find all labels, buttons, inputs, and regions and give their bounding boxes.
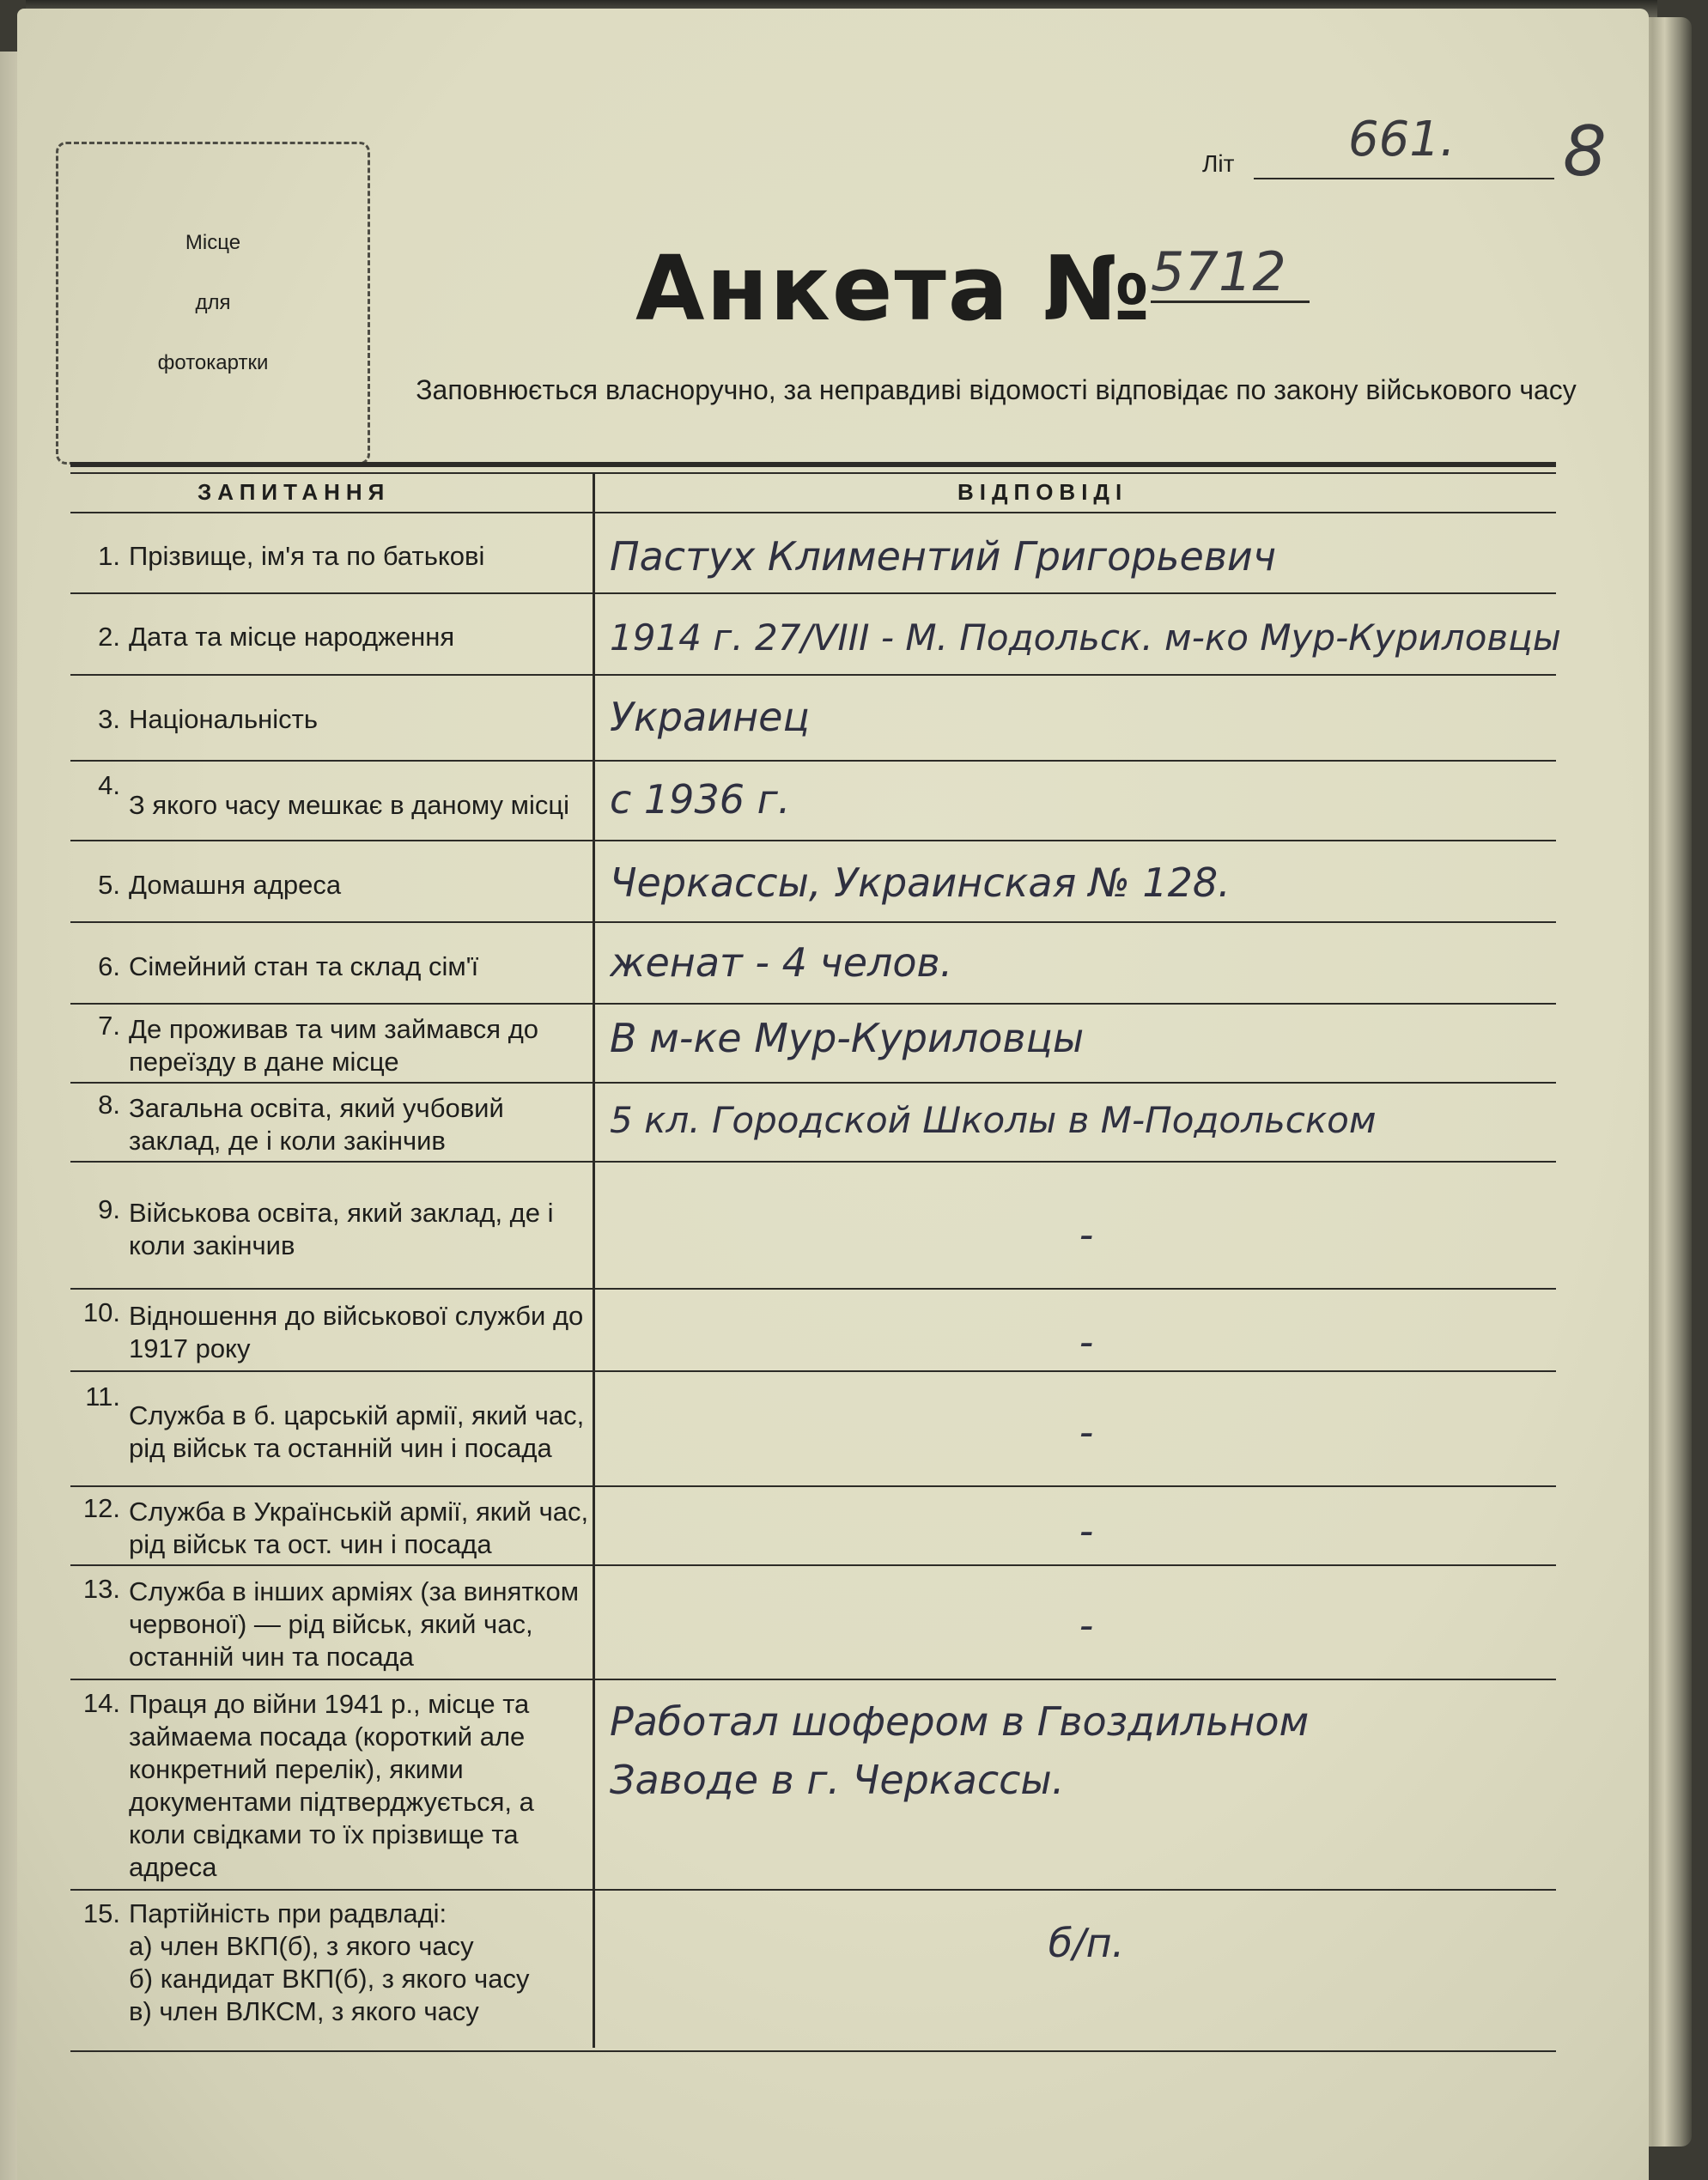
answer-previous-residence: В м-ке Мур-Куриловцы [610,1015,1085,1061]
answer-tsarist-army-service: - [1079,1409,1094,1455]
question-text: Праця до війни 1941 р., місце та займаема посада (короткий але конкретний перелік), якими документами підтверджується, а коли свідками то їх прізвище та адреса [129,1689,534,1882]
answer-residence-since: с 1936 г. [610,776,791,823]
answer-other-army-service: - [1079,1602,1094,1649]
question-number: 15. [82,1898,120,1928]
answer-nationality: Украинец [610,694,810,740]
folio-number: 8 [1563,112,1607,191]
row-rule [70,1679,1556,1680]
row-rule [70,1370,1556,1372]
question-text: Національність [129,704,318,734]
party-membership-label: Партійність при радвладі: [129,1898,447,1928]
question-text: Сімейний стан та склад сім'ї [129,951,479,981]
party-option-c: в) член ВЛКСМ, з якого часу [129,1996,479,2026]
questionnaire-page [17,9,1649,2180]
row-rule [70,1161,1556,1163]
question-number: 8. [98,1090,120,1120]
question-number: 2. [98,622,120,652]
table-top-rule-thin [70,472,1556,474]
question-text: Військова освіта, який заклад, де і коли закінчив [129,1198,554,1260]
row-rule [70,760,1556,762]
answer-military-education: - [1079,1211,1094,1258]
questions-header: ЗАПИТАННЯ [198,479,391,505]
question-number: 5. [98,870,120,900]
question-number: 4. [98,770,120,800]
party-option-a: а) член ВКП(б), з якого часу [129,1931,474,1961]
question-row-8 [77,1089,593,1161]
header-rule [70,512,1556,513]
sheet-number-label: Літ [1202,150,1235,177]
row-rule [70,921,1556,923]
answer-family-status: женат - 4 челов. [610,939,953,986]
question-row-3 [77,687,593,752]
row-rule [70,674,1556,676]
question-number: 11. [85,1381,120,1412]
question-text: Відношення до військової служби до 1917 року [129,1301,584,1363]
table-top-rule [70,462,1556,467]
question-text: Прізвище, ім'я та по батькові [129,541,485,571]
question-row-13 [77,1573,593,1676]
row-rule [70,1889,1556,1891]
sheet-number-field [1202,112,1554,185]
question-number: 6. [98,951,120,981]
row-rule [70,840,1556,841]
row-rule [70,1564,1556,1566]
question-number: 3. [98,704,120,734]
question-text: Служба в Українській армії, який час, рід військ та ост. чин і посада [129,1497,589,1559]
question-row-9 [77,1193,593,1266]
row-rule [70,1485,1556,1487]
question-number: 10. [82,1297,120,1327]
row-rule [70,1082,1556,1084]
questionnaire-number: 5712 [1151,240,1310,303]
question-number: 1. [98,541,120,571]
sheet-number-value: 661. [1348,112,1456,167]
question-number: 14. [82,1688,120,1718]
question-row-1 [77,524,593,589]
question-number: 12. [82,1493,120,1523]
question-text: Дата та місце народження [129,622,455,652]
question-row-11 [77,1381,593,1484]
answer-party-membership: б/п. [1048,1920,1125,1966]
question-row-5 [77,850,593,920]
question-number: 7. [98,1011,120,1041]
party-option-b: б) кандидат ВКП(б), з якого часу [129,1964,530,1994]
question-row-15 [77,1898,593,2043]
question-text: З якого часу мешкає в даному місці [129,790,569,820]
question-row-12 [77,1492,593,1564]
answer-prewar-work-line-2: Заводе в г. Черкассы. [610,1757,1065,1803]
row-rule [70,1003,1556,1005]
answer-full-name: Пастух Климентий Григорьевич [610,533,1277,580]
answers-header: ВІДПОВІДІ [957,479,1128,505]
question-text: Домашня адреса [129,870,342,900]
sheet-number-line [1254,178,1554,179]
table-bottom-rule [70,2050,1556,2052]
instructions-text: Заповнюється власноручно, за неправдиві відомості відповідає по закону військового часу [416,374,1577,405]
answer-birth-date-place: 1914 г. 27/VIII - М. Подольск. м-ко Мур-Куриловцы [610,616,1561,659]
photo-label-line-3: фотокартки [157,351,269,374]
answer-service-before-1917: - [1079,1319,1094,1365]
question-row-4 [77,769,593,841]
question-row-10 [77,1296,593,1369]
row-rule [70,1288,1556,1290]
question-text: Служба в б. царській армії, який час, рід військ та останній чин і посада [129,1400,585,1463]
answer-prewar-work-line-1: Работал шофером в Гвоздильном [610,1698,1310,1745]
question-number: 13. [82,1574,120,1604]
answer-home-address: Черкассы, Украинская № 128. [610,859,1231,906]
question-row-2 [77,604,593,670]
question-text: Загальна освіта, який учбовий заклад, де і коли закінчив [129,1093,504,1156]
photo-label-line-1: Місце [185,231,241,254]
row-rule [70,592,1556,594]
question-row-7 [77,1010,593,1082]
answer-general-education: 5 кл. Городской Школы в М-Подольском [610,1099,1377,1141]
question-number: 9. [98,1194,120,1224]
answer-ukrainian-army-service: - [1079,1508,1094,1554]
photo-label-line-2: для [195,291,231,314]
question-text [129,1898,593,2028]
question-row-6 [77,932,593,1002]
photo-placeholder [56,142,370,465]
column-divider [593,472,595,2048]
question-text: Де проживав та чим займався до переїзду в дане місце [129,1014,539,1077]
page-title: Анкета № [635,236,1152,341]
question-text: Служба в інших арміях (за винятком червоної) — рід військ, який час, останній чин та посада [129,1576,580,1672]
question-row-14 [77,1687,593,1885]
